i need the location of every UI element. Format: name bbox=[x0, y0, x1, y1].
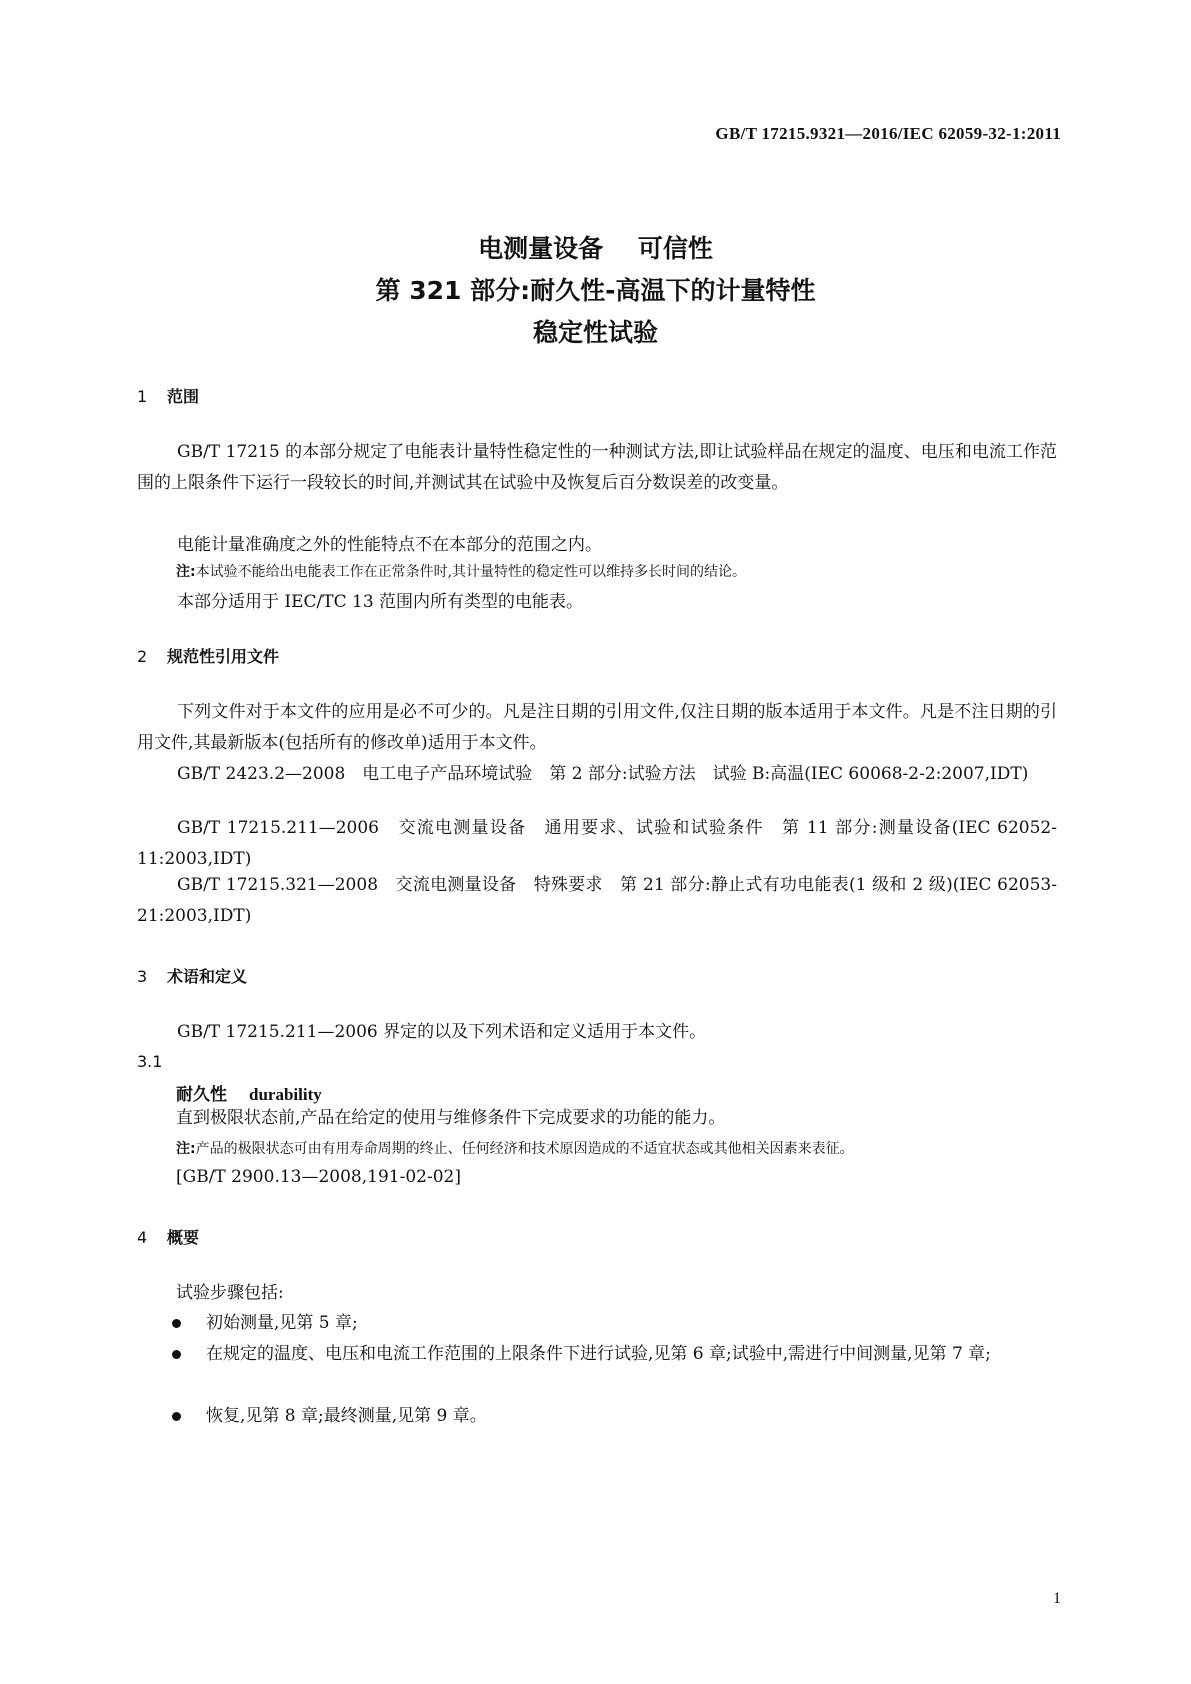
term-number: 3.1 bbox=[137, 1052, 163, 1071]
section-1-paragraph-3: 本部分适用于 IEC/TC 13 范围内所有类型的电能表。 bbox=[177, 592, 584, 612]
standard-code: GB/T 17215.9321—2016/IEC 62059-32-1:2011 bbox=[715, 124, 1061, 143]
section-2-heading bbox=[137, 644, 279, 667]
section-2-paragraph-1: 下列文件对于本文件的应用是必不可少的。凡是注日期的引用文件,仅注日期的版本适用于本文件。凡是不注日期的引用文件,其最新版本(包括所有的修改单)适用于本文件。 bbox=[137, 702, 1057, 753]
note-label: 注: bbox=[176, 564, 196, 580]
section-1-heading bbox=[137, 384, 199, 407]
section-number: 4 bbox=[137, 1228, 148, 1247]
normative-reference-3: GB/T 17215.321—2008 交流电测量设备 特殊要求 第 21 部分:静止式有功电能表(1 级和 2 级)(IEC 62053-21:2003,IDT) bbox=[137, 875, 1057, 926]
term-definition: 直到极限状态前,产品在给定的使用与维修条件下完成要求的功能的能力。 bbox=[176, 1108, 726, 1128]
section-1-paragraph-2: 电能计量准确度之外的性能特点不在本部分的范围之内。 bbox=[177, 535, 602, 555]
list-item-text: 恢复,见第 8 章;最终测量,见第 9 章。 bbox=[206, 1406, 487, 1426]
normative-reference-2: GB/T 17215.211—2006 交流电测量设备 通用要求、试验和试验条件 第 11 部分:测量设备(IEC 62052-11:2003,IDT) bbox=[137, 818, 1057, 869]
term-source: [GB/T 2900.13—2008,191-02-02] bbox=[176, 1167, 461, 1187]
list-item bbox=[176, 1339, 1056, 1370]
page-number: 1 bbox=[1053, 1590, 1061, 1607]
section-1-paragraph-1: GB/T 17215 的本部分规定了电能表计量特性稳定性的一种测试方法,即让试验样品在规定的温度、电压和电流工作范围的上限条件下运行一段较长的时间,并测试其在试验中及恢复后百分数误差的改变量。 bbox=[137, 442, 1057, 493]
list-item bbox=[176, 1401, 1056, 1432]
section-4-heading bbox=[137, 1225, 199, 1248]
term-chinese: 耐久性 bbox=[176, 1085, 227, 1105]
list-item bbox=[176, 1308, 1056, 1339]
title-line-3: 稳定性试验 bbox=[532, 318, 658, 347]
section-number: 3 bbox=[137, 967, 148, 986]
section-4-intro: 试验步骤包括: bbox=[176, 1283, 284, 1303]
section-3-paragraph-1: GB/T 17215.211—2006 界定的以及下列术语和定义适用于本文件。 bbox=[177, 1022, 707, 1042]
bullet-icon bbox=[172, 1350, 181, 1359]
section-1-note bbox=[176, 560, 1056, 584]
section-3-note bbox=[176, 1137, 1056, 1161]
term-english: durability bbox=[249, 1085, 322, 1104]
document-title bbox=[0, 228, 1191, 354]
section-title: 范围 bbox=[167, 387, 200, 406]
title-line-2: 第 321 部分:耐久性-高温下的计量特性 bbox=[375, 276, 816, 305]
note-label: 注: bbox=[176, 1141, 196, 1157]
term-title bbox=[176, 1080, 322, 1105]
list-item-text: 初始测量,见第 5 章; bbox=[206, 1313, 358, 1333]
note-text: 产品的极限状态可由有用寿命周期的终止、任何经济和技术原因造成的不适宜状态或其他相关因素来表征。 bbox=[195, 1141, 854, 1157]
section-title: 概要 bbox=[167, 1228, 200, 1247]
section-title: 规范性引用文件 bbox=[167, 647, 280, 666]
bullet-icon bbox=[172, 1319, 181, 1328]
title-line-1: 电测量设备 可信性 bbox=[478, 234, 713, 263]
section-number: 2 bbox=[137, 647, 148, 666]
section-title: 术语和定义 bbox=[167, 967, 248, 986]
note-text: 本试验不能给出电能表工作在正常条件时,其计量特性的稳定性可以维持多长时间的结论。 bbox=[195, 564, 747, 580]
section-3-heading bbox=[137, 964, 247, 987]
bullet-icon bbox=[172, 1412, 181, 1421]
normative-reference-1: GB/T 2423.2—2008 电工电子产品环境试验 第 2 部分:试验方法 试验 B:高温(IEC 60068-2-2:2007,IDT) bbox=[177, 764, 1029, 784]
list-item-text: 在规定的温度、电压和电流工作范围的上限条件下进行试验,见第 6 章;试验中,需进行中间测量,见第 7 章; bbox=[206, 1344, 991, 1364]
section-number: 1 bbox=[137, 387, 148, 406]
